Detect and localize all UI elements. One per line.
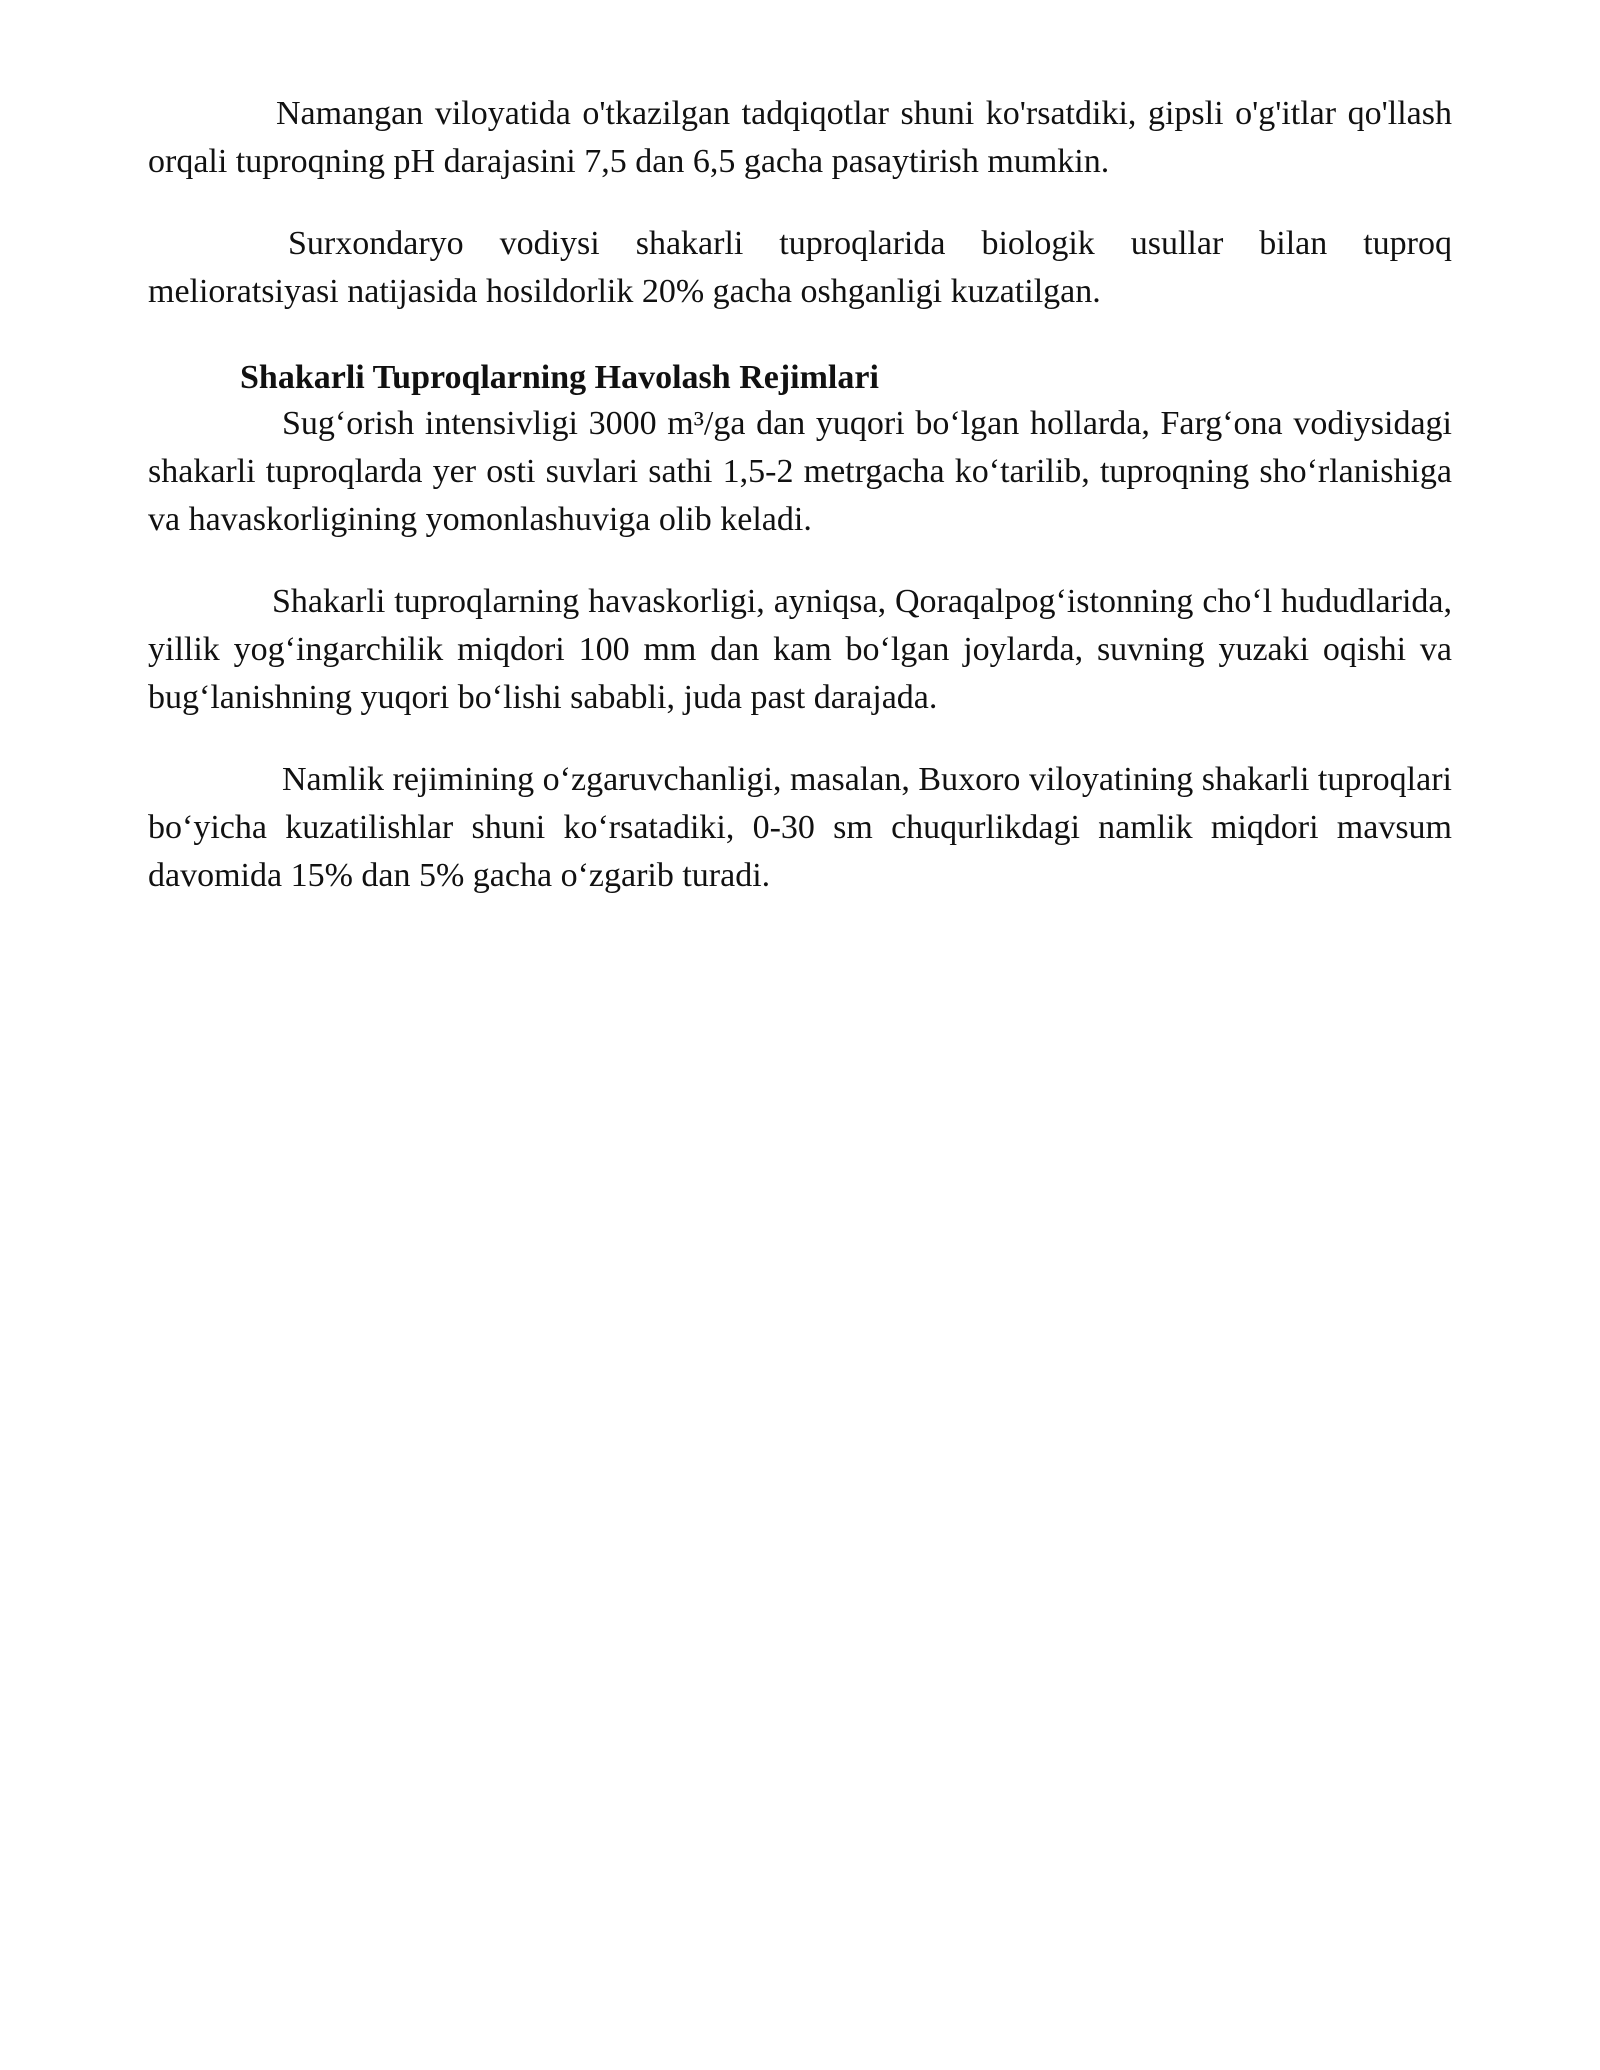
- section-heading: Shakarli Tuproqlarning Havolash Rejimlari: [240, 359, 879, 396]
- paragraph-namlik: Namlik rejimining o‘zgaruvchanligi, masalan, Buxoro viloyatining shakarli tuproqlari bo‘yicha kuzatilishlar shuni ko‘rsatadiki, 0-30 sm chuqurlikdagi namlik miqdori mavsum davomida 15% dan 5% gacha o‘zgarib turadi.: [148, 761, 1452, 894]
- paragraph-namangan: Namangan viloyatida o'tkazilgan tadqiqotlar shuni ko'rsatdiki, gipsli o'g'itlar qo'llash orqali tuproqning pH darajasini 7,5 dan 6,5 gacha pasaytirish mumkin.: [148, 95, 1452, 180]
- paragraph-sugorish: Sug‘orish intensivligi 3000 m³/ga dan yuqori bo‘lgan hollarda, Farg‘ona vodiysidagi shakarli tuproqlarda yer osti suvlari sathi 1,5-2 metrgacha ko‘tarilib, tuproqning sho‘rlanishiga va havaskorligining yomonlashuviga olib keladi.: [148, 405, 1452, 538]
- paragraph-havaskorligi: Shakarli tuproqlarning havaskorligi, ayniqsa, Qoraqalpog‘istonning cho‘l hududlarida, yillik yog‘ingarchilik miqdori 100 mm dan kam bo‘lgan joylarda, suvning yuzaki oqishi va bug‘lanishning yuqori bo‘lishi sababli, juda past darajada.: [148, 583, 1452, 716]
- document-body: [148, 90, 1452, 900]
- paragraph-surxondaryo: Surxondaryo vodiysi shakarli tuproqlarida biologik usullar bilan tuproq melioratsiyasi natijasida hosildorlik 20% gacha oshganligi kuzatilgan.: [148, 225, 1452, 310]
